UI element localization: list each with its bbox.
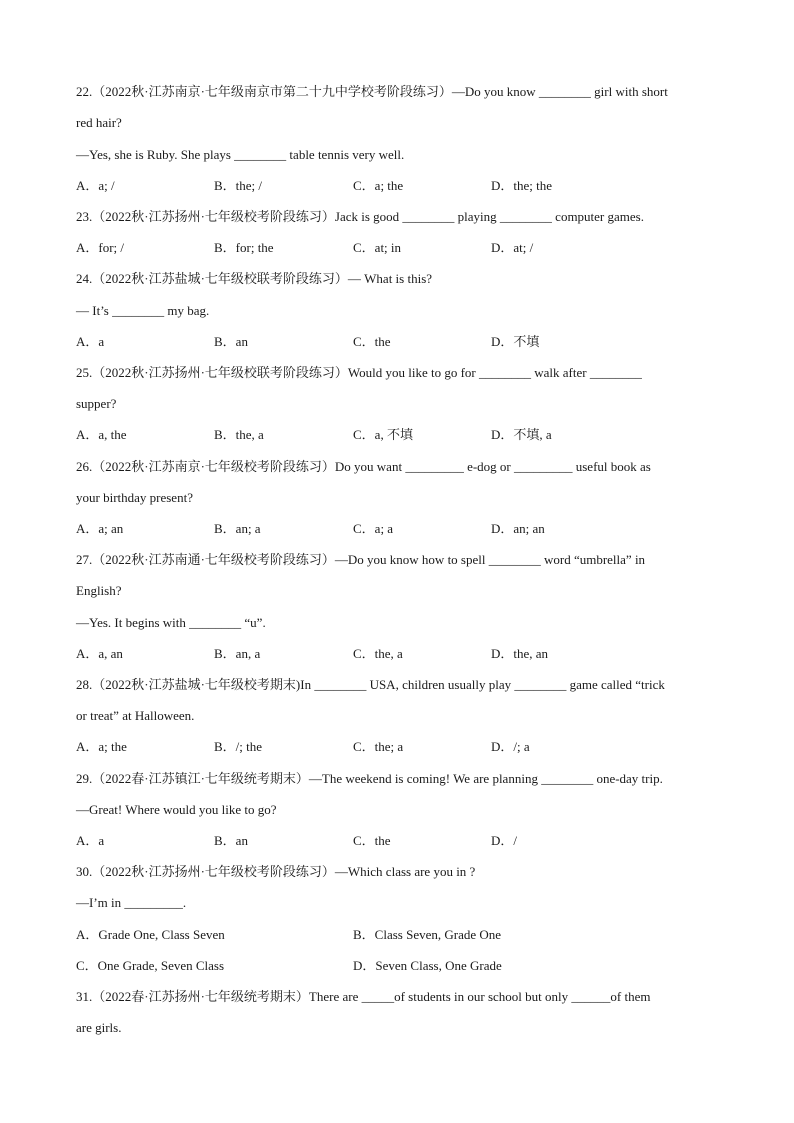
question-24-option-d[interactable]: D．不填	[491, 334, 540, 349]
question-28-option-c[interactable]: C．the; a	[353, 739, 404, 754]
question-31-stem-cont: are girls.	[76, 1020, 122, 1035]
question-24-option-a[interactable]: A．a	[76, 334, 105, 349]
question-23-stem: 23.（2022秋·江苏扬州·七年级校考阶段练习）Jack is good ________ playing ________ computer games.	[76, 209, 644, 224]
question-26-stem-cont: your birthday present?	[76, 490, 193, 505]
question-30-option-d[interactable]: D．Seven Class, One Grade	[353, 958, 502, 973]
question-22-stem: 22.（2022秋·江苏南京·七年级南京市第二十九中学校考阶段练习）—Do you know ________ girl with short	[76, 84, 668, 99]
question-29-option-c[interactable]: C．the	[353, 833, 391, 848]
question-29-option-d[interactable]: D．/	[491, 833, 518, 848]
question-25-stem: 25.（2022秋·江苏扬州·七年级校联考阶段练习）Would you like to go for ________ walk after ________	[76, 365, 642, 380]
question-23-option-c[interactable]: C．at; in	[353, 240, 402, 255]
question-31-stem: 31.（2022春·江苏扬州·七年级统考期末）There are _____of students in our school but only ______of them	[76, 989, 651, 1004]
question-22-option-c[interactable]: C．a; the	[353, 178, 404, 193]
question-22-reply: —Yes, she is Ruby. She plays ________ table tennis very well.	[76, 147, 405, 162]
question-23-option-b[interactable]: B．for; the	[214, 240, 274, 255]
question-27-stem-cont: English?	[76, 583, 122, 598]
question-26-stem: 26.（2022秋·江苏南京·七年级校考阶段练习）Do you want _________ e-dog or _________ useful book as	[76, 459, 651, 474]
question-26-option-c[interactable]: C．a; a	[353, 521, 394, 536]
question-23-option-d[interactable]: D．at; /	[491, 240, 534, 255]
question-28-stem-cont: or treat” at Halloween.	[76, 708, 195, 723]
question-28-option-b[interactable]: B．/; the	[214, 739, 263, 754]
question-22-option-a[interactable]: A．a; /	[76, 178, 115, 193]
question-24-option-c[interactable]: C．the	[353, 334, 391, 349]
question-24-option-b[interactable]: B．an	[214, 334, 248, 349]
question-24-reply: — It’s ________ my bag.	[76, 303, 210, 318]
question-30-stem: 30.（2022秋·江苏扬州·七年级校考阶段练习）—Which class are you in ?	[76, 864, 476, 879]
question-29-stem: 29.（2022春·江苏镇江·七年级统考期末）—The weekend is coming! We are planning ________ one-day trip.	[76, 771, 663, 786]
question-27-option-d[interactable]: D．the, an	[491, 646, 549, 661]
question-29-reply: —Great! Where would you like to go?	[76, 802, 277, 817]
question-27-option-a[interactable]: A．a, an	[76, 646, 123, 661]
question-30-option-a[interactable]: A．Grade One, Class Seven	[76, 927, 225, 942]
question-27-option-c[interactable]: C．the, a	[353, 646, 403, 661]
question-25-option-d[interactable]: D．不填, a	[491, 427, 552, 442]
question-29-option-b[interactable]: B．an	[214, 833, 248, 848]
question-27-reply: —Yes. It begins with ________ “u”.	[76, 615, 266, 630]
question-25-option-b[interactable]: B．the, a	[214, 427, 264, 442]
question-25-option-c[interactable]: C．a, 不填	[353, 427, 413, 442]
question-28-stem: 28.（2022秋·江苏盐城·七年级校考期末)In ________ USA, children usually play ________ game called “trick	[76, 677, 665, 692]
question-25-stem-cont: supper?	[76, 396, 117, 411]
question-22-stem-cont: red hair?	[76, 115, 122, 130]
question-22-option-d[interactable]: D．the; the	[491, 178, 553, 193]
question-28-option-d[interactable]: D．/; a	[491, 739, 530, 754]
question-29-option-a[interactable]: A．a	[76, 833, 105, 848]
question-22-option-b[interactable]: B．the; /	[214, 178, 263, 193]
question-25-option-a[interactable]: A．a, the	[76, 427, 127, 442]
question-26-option-d[interactable]: D．an; an	[491, 521, 545, 536]
question-24-stem: 24.（2022秋·江苏盐城·七年级校联考阶段练习）— What is this?	[76, 271, 433, 286]
question-27-stem: 27.（2022秋·江苏南通·七年级校考阶段练习）—Do you know how to spell ________ word “umbrella” in	[76, 552, 646, 567]
question-30-reply: —I’m in _________.	[76, 895, 187, 910]
question-26-option-b[interactable]: B．an; a	[214, 521, 261, 536]
question-28-option-a[interactable]: A．a; the	[76, 739, 127, 754]
question-30-option-c[interactable]: C．One Grade, Seven Class	[76, 958, 225, 973]
question-30-option-b[interactable]: B．Class Seven, Grade One	[353, 927, 502, 942]
question-27-option-b[interactable]: B．an, a	[214, 646, 261, 661]
question-23-option-a[interactable]: A．for; /	[76, 240, 125, 255]
question-26-option-a[interactable]: A．a; an	[76, 521, 124, 536]
